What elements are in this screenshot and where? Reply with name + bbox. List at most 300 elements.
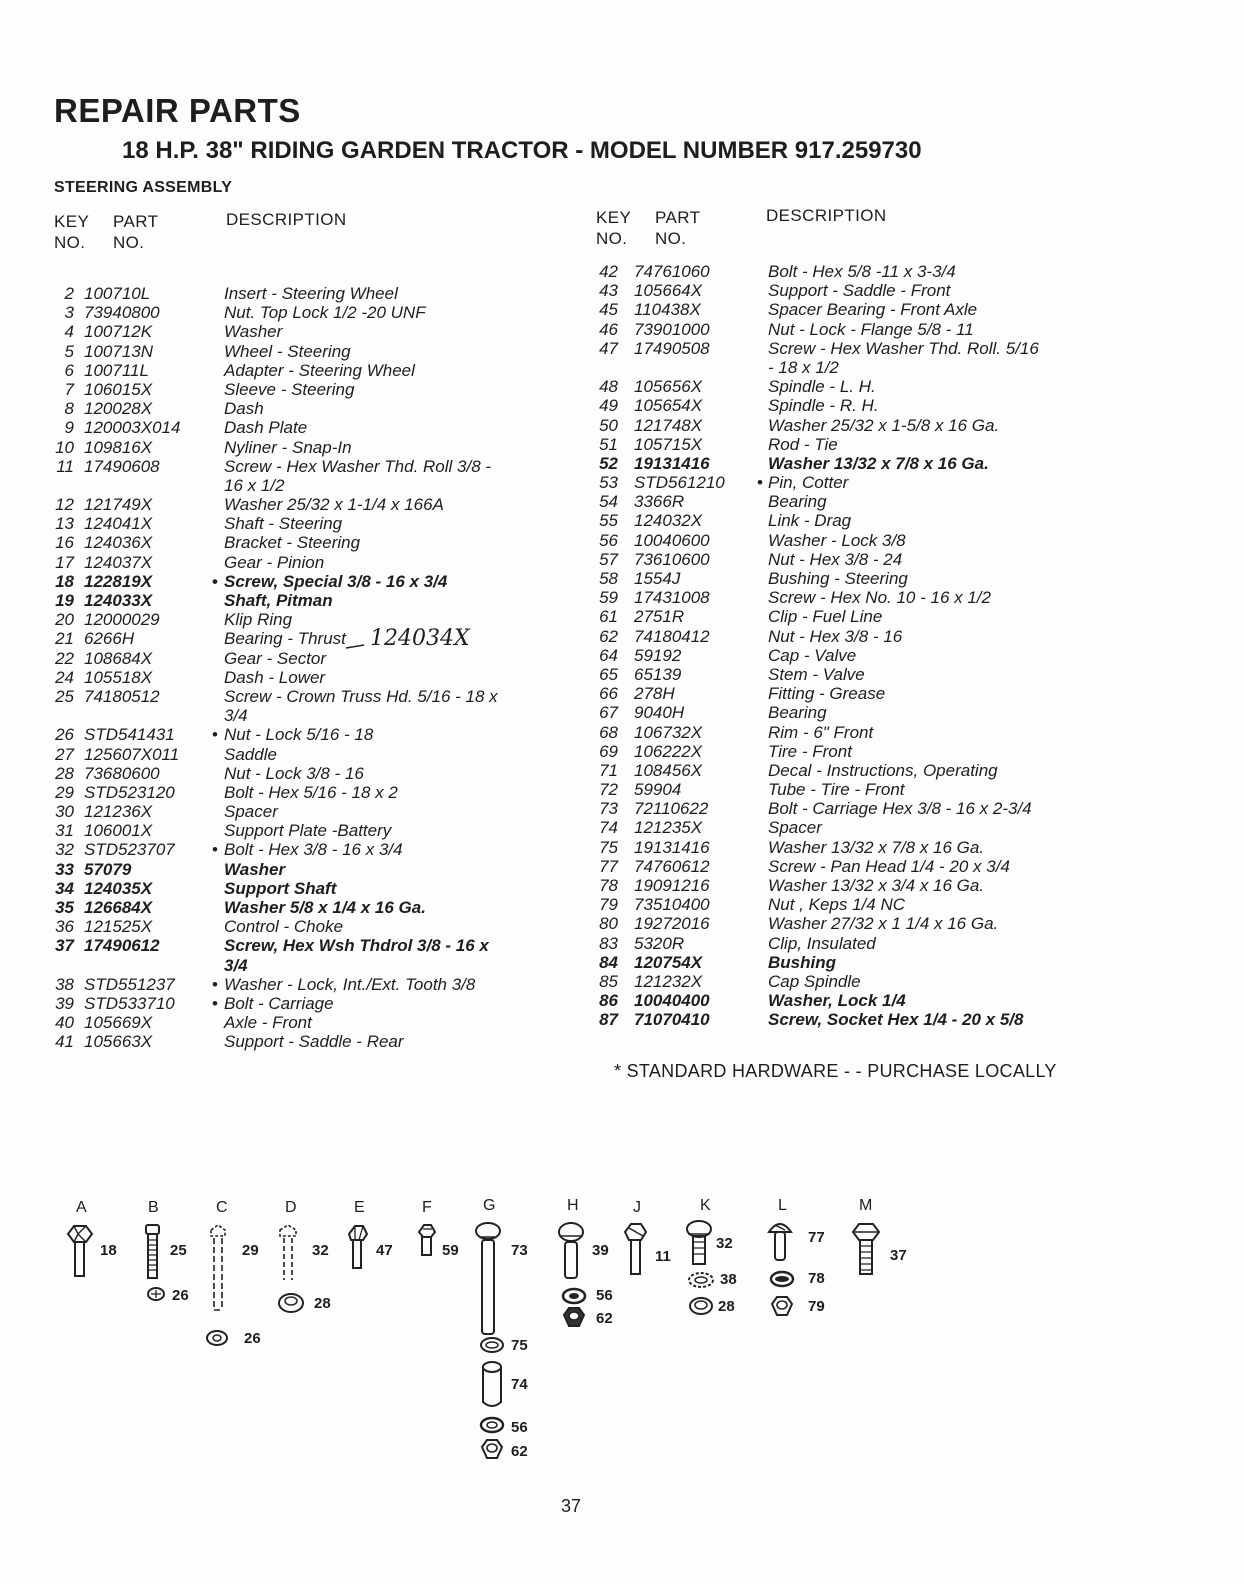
key-number: 85 xyxy=(599,971,618,991)
part-number: 100712K xyxy=(84,322,153,342)
part-description: Washer 13/32 x 7/8 x 16 Ga. xyxy=(768,837,985,857)
key-number: 17 xyxy=(55,552,74,572)
key-number: 30 xyxy=(55,802,74,822)
hardware-letter: A xyxy=(76,1199,87,1216)
part-row xyxy=(596,799,1116,818)
hardware-key: 78 xyxy=(808,1270,825,1287)
part-description: Cap Spindle xyxy=(768,971,861,991)
part-number: STD523707 xyxy=(84,840,175,860)
part-row xyxy=(596,857,1116,876)
part-number: 73510400 xyxy=(634,895,710,915)
part-row xyxy=(52,879,572,898)
key-number: 20 xyxy=(55,610,74,630)
part-description: Nut - Hex 3/8 - 16 xyxy=(768,626,903,646)
part-description: Bracket - Steering xyxy=(224,533,361,553)
hex-nut-icon xyxy=(561,1306,587,1330)
hex-bolt-icon xyxy=(64,1224,94,1280)
part-number: 124033X xyxy=(84,591,153,611)
part-number: 73680600 xyxy=(84,763,160,783)
long-bolt-icon xyxy=(208,1224,228,1314)
key-number: 75 xyxy=(599,837,618,857)
key-number: 7 xyxy=(64,379,74,399)
part-row xyxy=(596,511,1116,530)
part-description: Nut - Lock 5/16 - 18 xyxy=(224,725,374,745)
part-description: Axle - Front xyxy=(224,1013,312,1033)
key-number: 3 xyxy=(64,303,74,323)
carriage-bolt-icon xyxy=(474,1222,502,1338)
key-number: 11 xyxy=(56,456,74,476)
hardware-key: 75 xyxy=(511,1337,528,1354)
part-number: 57079 xyxy=(84,859,132,879)
part-description: Nut - Lock 3/8 - 16 xyxy=(224,763,364,783)
part-row xyxy=(596,627,1116,646)
hex-screw-icon xyxy=(416,1224,438,1258)
part-row xyxy=(596,742,1116,761)
part-number: 72110622 xyxy=(634,799,709,819)
key-number: 39 xyxy=(55,993,74,1013)
part-number: 124035X xyxy=(84,878,153,898)
part-number: STD533710 xyxy=(84,993,175,1013)
key-number: 18 xyxy=(55,571,74,591)
key-number: 46 xyxy=(599,319,618,339)
part-row xyxy=(52,342,572,361)
key-number: 29 xyxy=(55,782,74,802)
key-number: 21 xyxy=(55,629,74,649)
key-number: 65 xyxy=(599,664,618,684)
part-number: 5320R xyxy=(634,933,685,953)
part-row xyxy=(596,723,1116,742)
part-description: Washer - Lock 3/8 xyxy=(768,530,906,550)
part-description: Bearing xyxy=(768,703,827,723)
key-number: 59 xyxy=(599,588,618,608)
part-row xyxy=(52,380,572,399)
part-number: 124032X xyxy=(634,511,703,531)
part-number: 73610600 xyxy=(634,549,710,569)
hardware-key: 28 xyxy=(718,1298,735,1315)
part-description: Nut - Hex 3/8 - 24 xyxy=(768,549,903,569)
part-row xyxy=(52,495,572,514)
part-number: 105518X xyxy=(84,667,153,687)
part-row xyxy=(52,668,572,687)
part-number: 10040400 xyxy=(634,991,710,1011)
part-description: Screw - Pan Head 1/4 - 20 x 3/4 xyxy=(768,856,1010,876)
lock-washer-icon xyxy=(561,1287,587,1305)
part-number: 17490612 xyxy=(84,936,160,956)
part-description: Stem - Valve xyxy=(768,664,865,684)
part-number: 100713N xyxy=(84,341,154,361)
part-number: 105656X xyxy=(634,377,703,397)
key-number: 68 xyxy=(599,722,618,742)
key-number: 73 xyxy=(599,799,618,819)
part-row xyxy=(596,914,1116,933)
part-no-header: PART NO. xyxy=(655,208,701,248)
part-number: 19272016 xyxy=(634,914,710,934)
part-row xyxy=(596,991,1116,1010)
part-row xyxy=(52,553,572,572)
part-description: Clip, Insulated xyxy=(768,933,876,953)
part-number: 124037X xyxy=(84,552,153,572)
key-number: 79 xyxy=(599,895,618,915)
hardware-key: 74 xyxy=(511,1376,528,1393)
part-description: Gear - Sector xyxy=(224,648,327,668)
part-number: 100711L xyxy=(84,360,149,380)
hardware-letter: H xyxy=(567,1197,579,1214)
hardware-key: 59 xyxy=(442,1242,459,1259)
hardware-letter: M xyxy=(859,1197,873,1214)
part-description: Nut - Lock - Flange 5/8 - 11 xyxy=(768,319,974,339)
part-number: 120028X xyxy=(84,399,153,419)
left-parts-list xyxy=(52,284,572,1052)
key-number: 47 xyxy=(599,338,618,358)
part-row xyxy=(52,610,572,629)
key-number: 36 xyxy=(55,917,74,937)
hardware-letter: L xyxy=(778,1197,787,1214)
part-row xyxy=(596,454,1116,473)
part-row xyxy=(52,840,572,859)
part-number: 59904 xyxy=(634,780,682,800)
standard-hardware-marker: • xyxy=(212,840,218,860)
part-row xyxy=(596,492,1116,511)
part-description: Washer - Lock, Int./Ext. Tooth 3/8 xyxy=(224,974,476,994)
part-description: Adapter - Steering Wheel xyxy=(224,360,415,380)
part-row xyxy=(52,764,572,783)
part-row xyxy=(596,607,1116,626)
part-row xyxy=(596,550,1116,569)
part-number: 105669X xyxy=(84,1013,153,1033)
key-number: 25 xyxy=(55,686,74,706)
part-number: 73901000 xyxy=(634,319,710,339)
part-row xyxy=(52,802,572,821)
flat-washer-icon xyxy=(479,1336,505,1354)
key-number: 74 xyxy=(599,818,618,838)
part-description: Rim - 6" Front xyxy=(768,722,874,742)
part-row xyxy=(52,284,572,303)
key-number: 54 xyxy=(599,492,618,512)
hardware-key: 26 xyxy=(172,1287,189,1304)
part-description: Control - Choke xyxy=(224,917,344,937)
keps-nut-icon xyxy=(769,1295,795,1317)
key-number: 71 xyxy=(599,760,618,780)
part-row xyxy=(596,320,1116,339)
hardware-key: 38 xyxy=(720,1271,737,1288)
part-row xyxy=(52,322,572,341)
key-number: 66 xyxy=(599,684,618,704)
part-description: Spacer xyxy=(768,818,822,838)
standard-hardware-marker: • xyxy=(212,993,218,1013)
part-number: 59192 xyxy=(634,645,682,665)
hardware-key: 11 xyxy=(655,1248,671,1265)
hardware-letter: E xyxy=(354,1199,365,1216)
part-description: Support Plate -Battery xyxy=(224,821,392,841)
part-no-header: PART NO. xyxy=(113,212,159,252)
key-number: 19 xyxy=(55,591,74,611)
part-number: STD523120 xyxy=(84,782,175,802)
part-description: Washer 27/32 x 1 1/4 x 16 Ga. xyxy=(768,914,999,934)
hardware-letter: J xyxy=(633,1199,641,1216)
standard-hardware-footnote: * STANDARD HARDWARE - - PURCHASE LOCALLY xyxy=(614,1061,1057,1081)
part-row xyxy=(596,300,1116,319)
hardware-key: 77 xyxy=(808,1229,825,1246)
key-number: 37 xyxy=(55,936,74,956)
part-description: Spindle - L. H. xyxy=(768,377,876,397)
hex-washer-screw-icon xyxy=(345,1224,369,1272)
key-number: 6 xyxy=(64,360,74,380)
page-subtitle: 18 H.P. 38" RIDING GARDEN TRACTOR - MODEL NUMBER 917.259730 xyxy=(122,137,922,164)
part-number: 106001X xyxy=(84,821,153,841)
part-number: STD551237 xyxy=(84,974,175,994)
standard-hardware-marker: • xyxy=(212,571,218,591)
part-description: Screw, Socket Hex 1/4 - 20 x 5/8 xyxy=(768,1010,1024,1030)
hex-bolt-icon xyxy=(277,1224,299,1286)
part-number: 74180412 xyxy=(634,626,710,646)
part-row xyxy=(596,780,1116,799)
part-description: Fitting - Grease xyxy=(768,684,886,704)
part-row xyxy=(596,953,1116,972)
key-number: 87 xyxy=(599,1010,618,1030)
hardware-letter: F xyxy=(422,1199,432,1216)
pan-head-screw-icon xyxy=(766,1220,794,1264)
part-number: STD561210 xyxy=(634,473,725,493)
part-number: 17490608 xyxy=(84,456,160,476)
standard-hardware-marker: • xyxy=(212,974,218,994)
key-number: 32 xyxy=(55,840,74,860)
part-description: Wheel - Steering xyxy=(224,341,351,361)
key-number: 26 xyxy=(55,725,74,745)
key-number: 84 xyxy=(599,952,618,972)
part-number: 121235X xyxy=(634,818,703,838)
key-number: 35 xyxy=(55,898,74,918)
part-row xyxy=(596,377,1116,396)
part-number: 106222X xyxy=(634,741,703,761)
part-number: 19131416 xyxy=(634,837,710,857)
handwritten-dash xyxy=(344,642,368,652)
part-description: Dash xyxy=(224,399,264,419)
part-number: 105715X xyxy=(634,434,703,454)
part-description: Dash - Lower xyxy=(224,667,326,687)
lock-nut-icon xyxy=(277,1292,305,1314)
part-description: Nyliner - Snap-In xyxy=(224,437,352,457)
part-row xyxy=(52,533,572,552)
part-number: 278H xyxy=(634,684,675,704)
key-number: 48 xyxy=(599,377,618,397)
key-number: 72 xyxy=(599,780,618,800)
key-number: 38 xyxy=(55,974,74,994)
part-number: 9040H xyxy=(634,703,685,723)
part-description: Tire - Front xyxy=(768,741,852,761)
part-row xyxy=(596,262,1116,281)
part-row xyxy=(596,761,1116,780)
part-description: Support - Saddle - Rear xyxy=(224,1032,404,1052)
threaded-bolt-icon xyxy=(143,1224,163,1282)
key-number: 56 xyxy=(599,530,618,550)
key-number: 40 xyxy=(55,1013,74,1033)
part-number: 74180512 xyxy=(84,686,160,706)
part-row xyxy=(596,588,1116,607)
part-row xyxy=(52,361,572,380)
part-row xyxy=(52,917,572,936)
hardware-letter: G xyxy=(483,1197,496,1214)
hardware-key: 56 xyxy=(511,1419,528,1436)
part-row xyxy=(52,975,572,994)
part-row xyxy=(52,649,572,668)
part-row xyxy=(52,687,572,725)
part-number: 12000029 xyxy=(84,610,160,630)
part-row xyxy=(596,684,1116,703)
part-number: 19131416 xyxy=(634,453,710,473)
part-row xyxy=(596,396,1116,415)
page-number: 37 xyxy=(561,1496,582,1516)
part-description: Spindle - R. H. xyxy=(768,396,879,416)
part-row xyxy=(596,1010,1116,1029)
key-number: 80 xyxy=(599,914,618,934)
hardware-key: 37 xyxy=(890,1247,907,1264)
part-row xyxy=(596,646,1116,665)
part-number: 120754X xyxy=(634,952,703,972)
part-row xyxy=(52,303,572,322)
part-row xyxy=(596,435,1116,454)
part-row xyxy=(52,629,572,648)
handwritten-correction: 124034X xyxy=(370,626,470,651)
part-description: Gear - Pinion xyxy=(224,552,325,572)
hardware-key: 25 xyxy=(170,1242,187,1259)
key-number: 2 xyxy=(64,284,74,303)
socket-hex-screw-icon xyxy=(850,1222,882,1278)
key-no-header: KEY NO. xyxy=(596,208,632,248)
part-description: Bolt - Carriage Hex 3/8 - 16 x 2-3/4 xyxy=(768,799,1032,819)
part-number: 108456X xyxy=(634,760,703,780)
key-number: 64 xyxy=(599,645,618,665)
part-description: Bearing - Thrust xyxy=(224,629,346,649)
part-row xyxy=(52,457,572,495)
part-number: 3366R xyxy=(634,492,685,512)
key-number: 9 xyxy=(64,418,74,438)
part-description: Washer 25/32 x 1-5/8 x 16 Ga. xyxy=(768,415,1000,435)
part-row xyxy=(596,473,1116,492)
part-description: Shaft, Pitman xyxy=(224,591,333,611)
part-number: 108684X xyxy=(84,648,153,668)
standard-hardware-marker: • xyxy=(757,473,763,493)
part-description: Spacer Bearing - Front Axle xyxy=(768,300,978,320)
key-number: 49 xyxy=(599,396,618,416)
key-number: 31 xyxy=(55,821,74,841)
description-header: DESCRIPTION xyxy=(226,210,347,229)
hardware-letter: K xyxy=(700,1197,711,1214)
part-row xyxy=(596,531,1116,550)
key-number: 55 xyxy=(599,511,618,531)
part-number: 125607X011 xyxy=(84,744,180,764)
right-parts-list xyxy=(596,262,1116,1030)
key-number: 62 xyxy=(599,626,618,646)
part-description: Washer, Lock 1/4 xyxy=(768,991,906,1011)
part-description: Screw - Crown Truss Hd. 5/16 - 18 x 3/4 xyxy=(224,686,498,726)
part-number: 1554J xyxy=(634,569,681,589)
part-number: 109816X xyxy=(84,437,153,457)
part-description: Nut , Keps 1/4 NC xyxy=(768,895,906,915)
description-header: DESCRIPTION xyxy=(766,206,887,225)
part-number: 106015X xyxy=(84,379,153,399)
part-description: Bearing xyxy=(768,492,827,512)
part-description: Dash Plate xyxy=(224,418,308,438)
part-number: STD541431 xyxy=(84,725,175,745)
lock-nut-icon xyxy=(688,1296,714,1316)
key-no-header: KEY NO. xyxy=(54,212,90,252)
part-row xyxy=(52,514,572,533)
part-row xyxy=(596,876,1116,895)
part-description: Decal - Instructions, Operating xyxy=(768,760,998,780)
key-number: 58 xyxy=(599,569,618,589)
part-description: Clip - Fuel Line xyxy=(768,607,883,627)
hardware-key: 32 xyxy=(312,1242,329,1259)
carriage-bolt-icon xyxy=(557,1222,585,1282)
part-description: Cap - Valve xyxy=(768,645,857,665)
part-number: 19091216 xyxy=(634,876,710,896)
part-number: 126684X xyxy=(84,898,153,918)
part-number: 105664X xyxy=(634,281,703,301)
part-number: 124041X xyxy=(84,514,153,534)
key-number: 24 xyxy=(55,667,74,687)
part-description: Washer 13/32 x 3/4 x 16 Ga. xyxy=(768,876,985,896)
flat-washer-icon xyxy=(769,1270,795,1288)
key-number: 33 xyxy=(55,859,74,879)
key-number: 16 xyxy=(55,533,74,553)
part-row xyxy=(596,339,1116,377)
part-description: Washer 5/8 x 1/4 x 16 Ga. xyxy=(224,898,426,918)
hardware-key: 73 xyxy=(511,1242,528,1259)
part-row xyxy=(52,745,572,764)
part-row xyxy=(52,591,572,610)
hardware-key: 47 xyxy=(376,1242,393,1259)
part-description: Washer xyxy=(224,859,286,879)
key-number: 5 xyxy=(64,341,74,361)
part-number: 122819X xyxy=(84,571,153,591)
key-number: 13 xyxy=(55,514,74,534)
part-number: 121749X xyxy=(84,495,153,515)
key-number: 52 xyxy=(599,453,618,473)
part-row xyxy=(596,895,1116,914)
part-number: 73940800 xyxy=(84,303,160,323)
part-description: Saddle xyxy=(224,744,277,764)
key-number: 8 xyxy=(64,399,74,419)
part-description: Pin, Cotter xyxy=(768,473,849,493)
hardware-letter: C xyxy=(216,1199,228,1216)
hardware-key: 32 xyxy=(716,1235,733,1252)
key-number: 53 xyxy=(599,473,618,493)
key-number: 69 xyxy=(599,741,618,761)
part-description: Support - Saddle - Front xyxy=(768,281,951,301)
part-number: 100710L xyxy=(84,284,151,303)
part-row xyxy=(596,934,1116,953)
hex-nut-icon xyxy=(205,1329,229,1347)
key-number: 61 xyxy=(599,607,618,627)
hardware-key: 29 xyxy=(242,1242,259,1259)
key-number: 4 xyxy=(64,322,74,342)
key-number: 86 xyxy=(599,991,618,1011)
key-number: 41 xyxy=(55,1032,74,1052)
key-number: 78 xyxy=(599,876,618,896)
key-number: 51 xyxy=(599,434,618,454)
hex-nut-icon xyxy=(479,1438,505,1462)
part-number: 110438X xyxy=(634,300,701,320)
key-number: 83 xyxy=(599,933,618,953)
part-row xyxy=(52,898,572,917)
part-description: Bolt - Carriage xyxy=(224,993,334,1013)
part-description: Washer 25/32 x 1-1/4 x 166A xyxy=(224,495,444,515)
part-number: 106732X xyxy=(634,722,703,742)
key-number: 50 xyxy=(599,415,618,435)
key-number: 67 xyxy=(599,703,618,723)
hardware-letter: B xyxy=(148,1199,159,1216)
key-number: 27 xyxy=(55,744,74,764)
